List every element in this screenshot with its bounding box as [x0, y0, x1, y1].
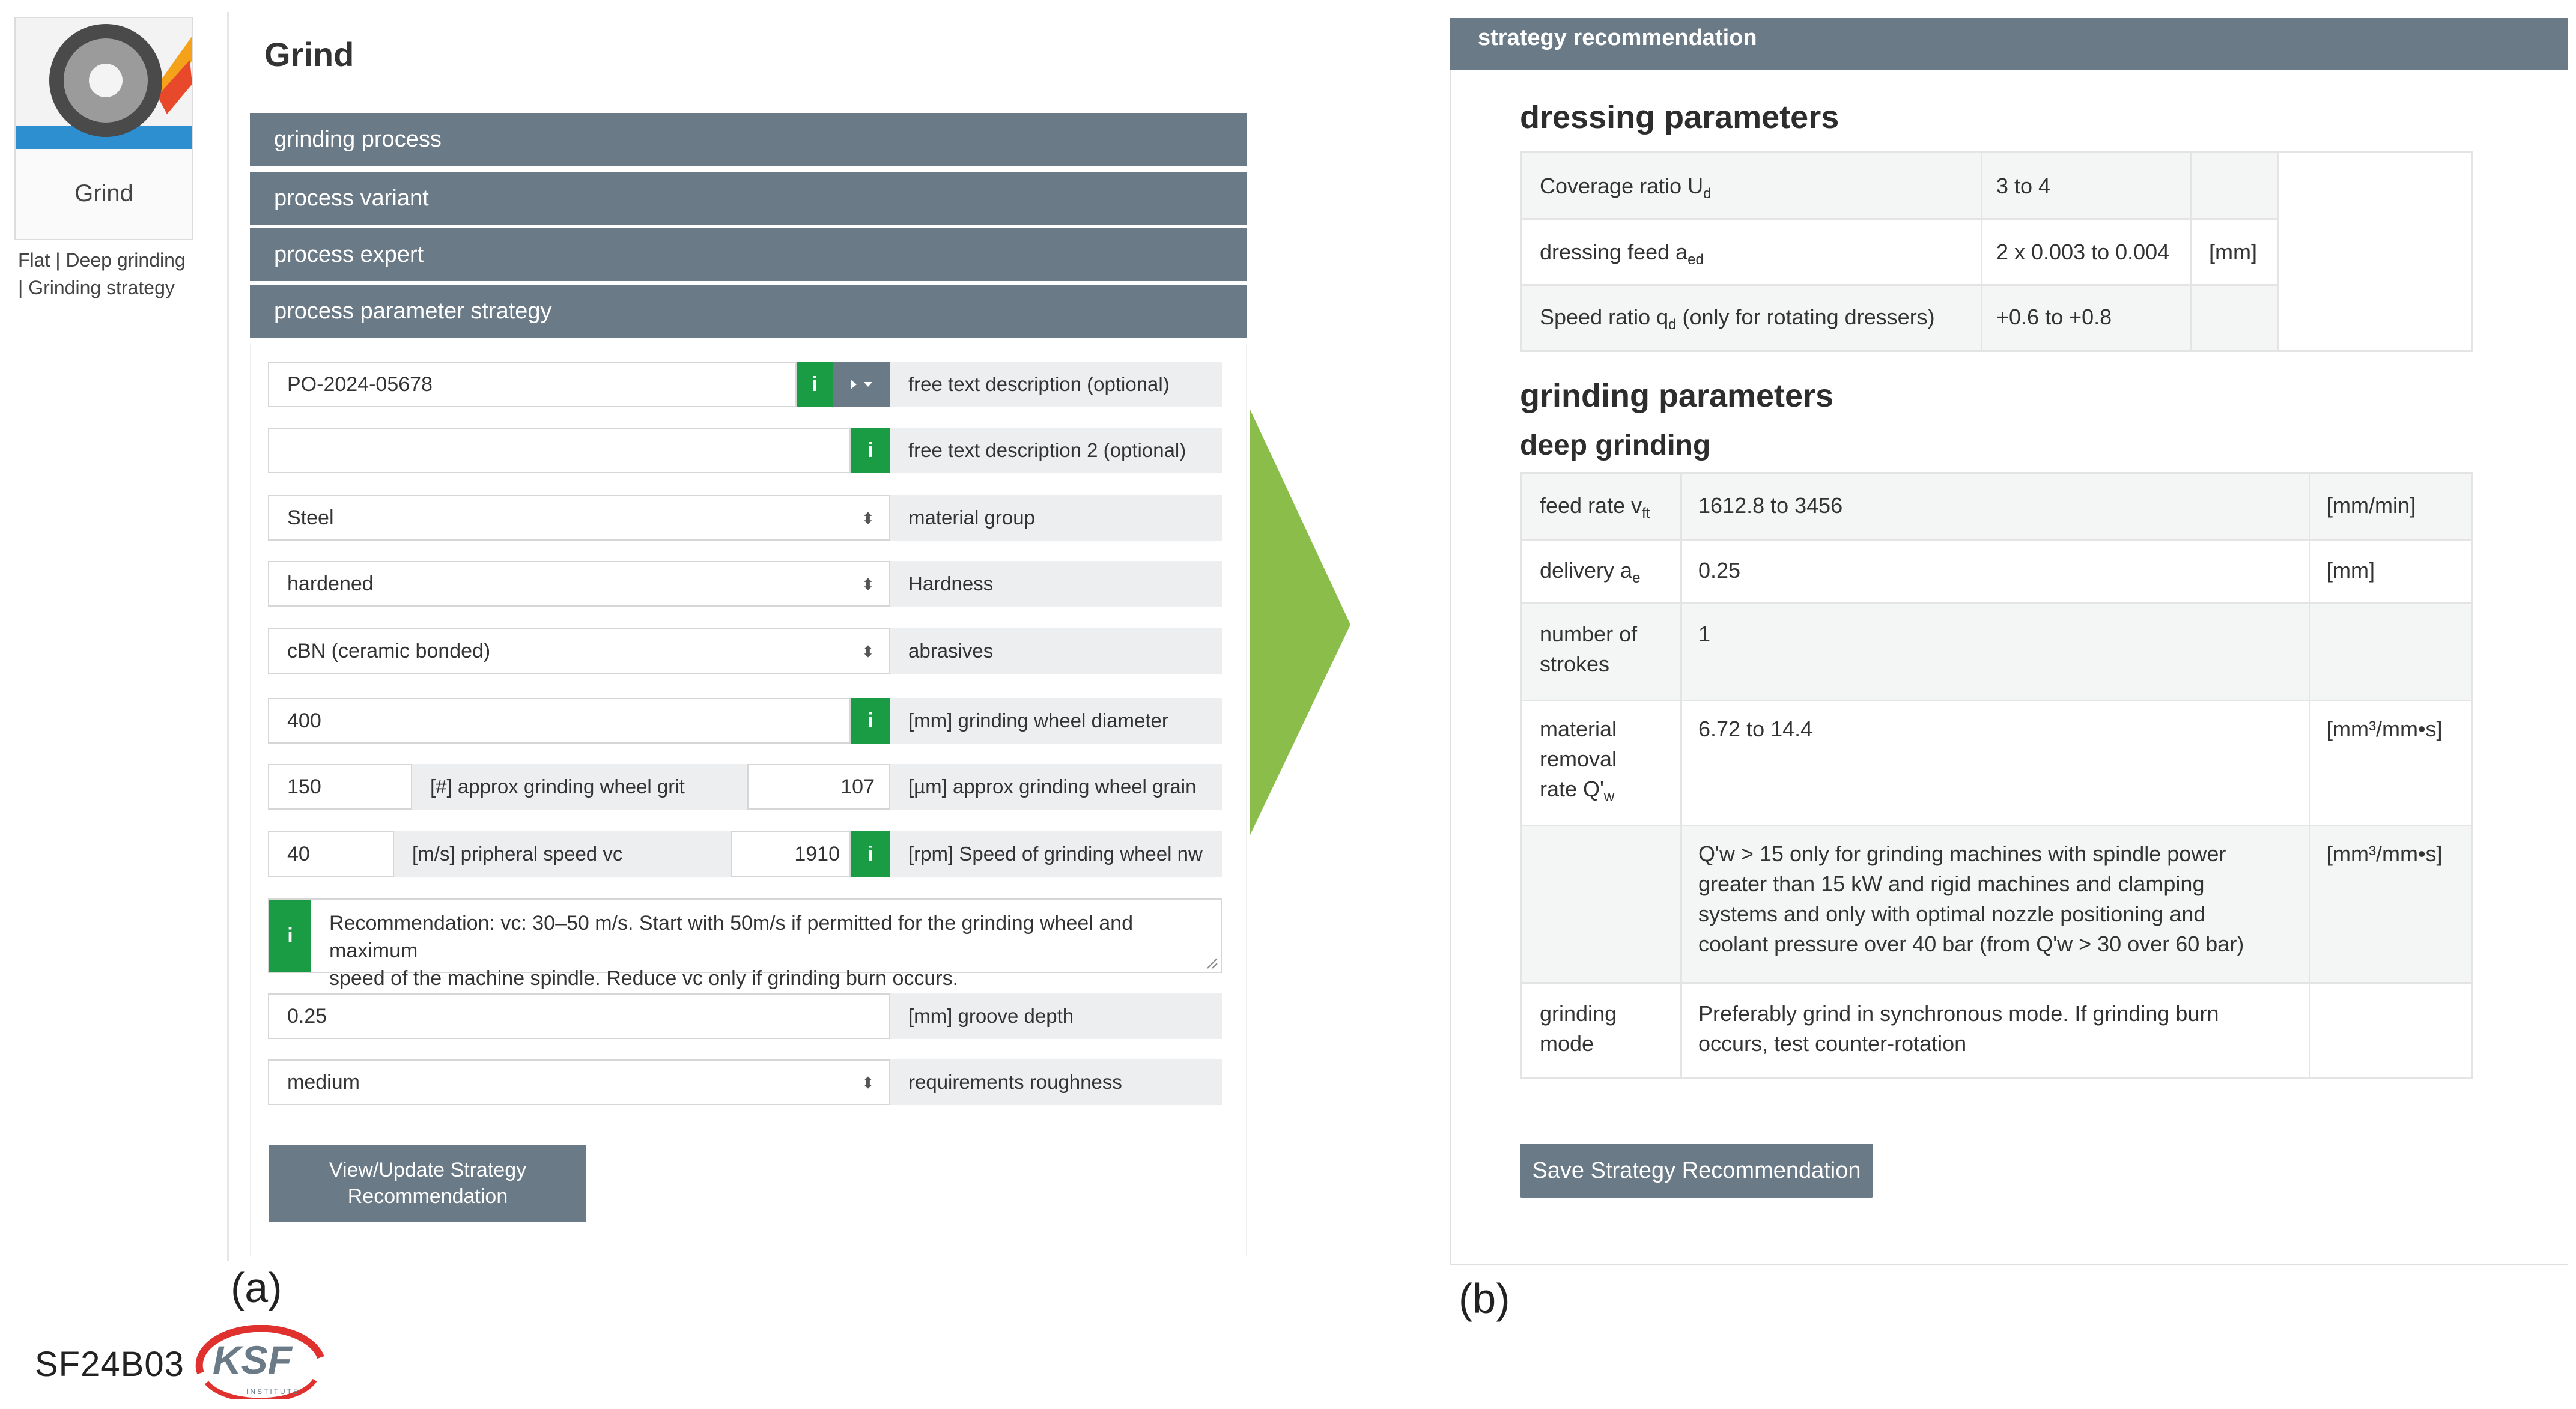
abrasive-label: abrasives	[890, 628, 1222, 674]
vertical-divider	[227, 12, 229, 1261]
info-icon[interactable]: i	[851, 831, 890, 877]
grit-input[interactable]: 150	[268, 764, 412, 810]
document-code: SF24B03	[35, 1345, 184, 1384]
table-row: feed rate $v_{ft}$	[1540, 493, 1650, 522]
grain-label: [µm] approx grinding wheel grain	[890, 764, 1222, 810]
strategy-button-line1: View/Update Strategy	[329, 1159, 527, 1181]
table-cell: 0.25	[1698, 558, 1741, 583]
speed-input[interactable]: 40	[268, 831, 394, 877]
recommendation-line1: Recommendation: vc: 30–50 m/s. Start with 50m/s if permitted for the grinding wheel and maximum	[329, 912, 1133, 962]
rpm-label: [rpm] Speed of grinding wheel nw	[890, 831, 1222, 877]
table-row: Coverage ratio $U_d$	[1540, 174, 1712, 202]
info-icon[interactable]: i	[851, 428, 890, 473]
select-arrow-icon: ⬍	[861, 575, 875, 593]
table-cell: 1612.8 to 3456	[1698, 493, 1843, 518]
grain-input[interactable]: 107	[747, 764, 890, 810]
dressing-title: dressing parameters	[1520, 99, 1839, 135]
table-cell: [mm]	[2327, 558, 2375, 583]
groove-label: [mm] groove depth	[890, 993, 1222, 1039]
table-cell: +0.6 to +0.8	[1996, 305, 2112, 329]
view-update-strategy-button[interactable]	[269, 1145, 586, 1222]
table-cell: [mm³/mm•s]	[2327, 841, 2443, 866]
recommendation-textarea[interactable]	[268, 898, 1222, 990]
material-select[interactable]: Steel	[268, 495, 890, 541]
desc2-label: free text description 2 (optional)	[890, 428, 1222, 473]
grinding-title: grinding parameters	[1520, 378, 1834, 414]
hardness-select[interactable]: hardened	[268, 561, 890, 607]
table-cell: [mm/min]	[2327, 493, 2416, 518]
app-subtitle-line1: Flat | Deep grinding	[18, 249, 186, 271]
app-subtitle-line2: | Grinding strategy	[18, 277, 175, 298]
info-icon[interactable]: i	[797, 362, 833, 407]
grit-label: [#] approx grinding wheel grit	[412, 764, 747, 810]
app-card-name: Grind	[74, 180, 133, 207]
info-icon[interactable]: i	[851, 698, 890, 744]
resize-handle-icon[interactable]	[1205, 956, 1218, 969]
speed-label: [m/s] pripheral speed vc	[394, 831, 731, 877]
panel-a-caption: (a)	[231, 1264, 282, 1311]
logo-text: KSF	[213, 1338, 292, 1382]
table-row: delivery $a_e$	[1540, 558, 1641, 587]
app-subtitle	[18, 246, 198, 301]
table-row: Q'w > 15 only for grinding machines with spindle power greater than 15 kW and rigid machines and clamping systems and only with optimal nozzle positioning and coolant pressure over 40 bar (from Q'w > 30 over 60 bar)	[1698, 841, 2244, 956]
dressing-table	[1520, 151, 2473, 352]
grinding-table	[1520, 472, 2473, 1079]
material-label: material group	[890, 495, 1222, 541]
table-cell: [mm³/mm•s]	[2327, 717, 2443, 741]
strategy-panel-header: strategy recommendation	[1450, 18, 2568, 70]
table-row: Speed ratio $q_d$ (only for rotating dressers)	[1540, 305, 1935, 333]
table-row: material removal rate $Q'_w$	[1540, 717, 1617, 805]
abrasive-select[interactable]: cBN (ceramic bonded)	[268, 628, 890, 674]
table-cell: Preferably grind in synchronous mode. If grinding burn occurs, test counter-rotation	[1698, 1001, 2219, 1056]
hardness-label: Hardness	[890, 561, 1222, 607]
grinding-subtitle: deep grinding	[1520, 429, 1711, 461]
table-cell: 6.72 to 14.4	[1698, 717, 1813, 741]
section-process-expert[interactable]: process expert	[250, 228, 1247, 281]
diameter-input[interactable]: 400	[268, 698, 851, 744]
logo-subtext: INSTITUTE	[246, 1387, 300, 1396]
rpm-input[interactable]: 1910	[731, 831, 851, 877]
section-process-parameter-strategy[interactable]: process parameter strategy	[250, 285, 1247, 338]
select-arrow-icon: ⬍	[861, 643, 875, 661]
roughness-label: requirements roughness	[890, 1059, 1222, 1105]
groove-input[interactable]: 0.25	[268, 993, 890, 1039]
strategy-button-line2: Recommendation	[347, 1185, 508, 1208]
table-cell: 2 x 0.003 to 0.004	[1996, 240, 2170, 264]
recommendation-text	[329, 909, 1221, 992]
select-arrow-icon: ⬍	[861, 509, 875, 527]
desc1-label: free text description (optional)	[890, 362, 1222, 407]
app-card[interactable]	[14, 17, 193, 240]
table-row: dressing feed $a_{ed}$	[1540, 240, 1704, 268]
panel-b-caption: (b)	[1459, 1275, 1510, 1322]
page-title: Grind	[264, 35, 354, 73]
table-row: number of strokes	[1540, 622, 1638, 676]
table-row: grinding mode	[1540, 1001, 1617, 1056]
save-strategy-button[interactable]: Save Strategy Recommendation	[1520, 1144, 1873, 1198]
info-icon[interactable]: i	[269, 900, 311, 972]
order-input[interactable]: PO-2024-05678	[268, 362, 797, 407]
diameter-label: [mm] grinding wheel diameter	[890, 698, 1222, 744]
flow-arrow-icon	[1250, 408, 1352, 841]
roughness-select[interactable]: medium	[268, 1059, 890, 1105]
ksf-logo	[189, 1325, 333, 1399]
desc2-input[interactable]	[268, 428, 851, 473]
table-cell: [mm]	[2209, 240, 2257, 264]
grind-app-logo	[16, 18, 192, 149]
recommendation-line2: speed of the machine spindle. Reduce vc only if grinding burn occurs.	[329, 967, 959, 990]
section-grinding-process[interactable]: grinding process	[250, 113, 1247, 166]
select-arrow-icon: ⬍	[861, 1074, 875, 1092]
play-dropdown-button[interactable]	[833, 362, 890, 407]
table-cell: 3 to 4	[1996, 174, 2051, 198]
section-process-variant[interactable]: process variant	[250, 172, 1247, 225]
table-cell: 1	[1698, 622, 1711, 646]
